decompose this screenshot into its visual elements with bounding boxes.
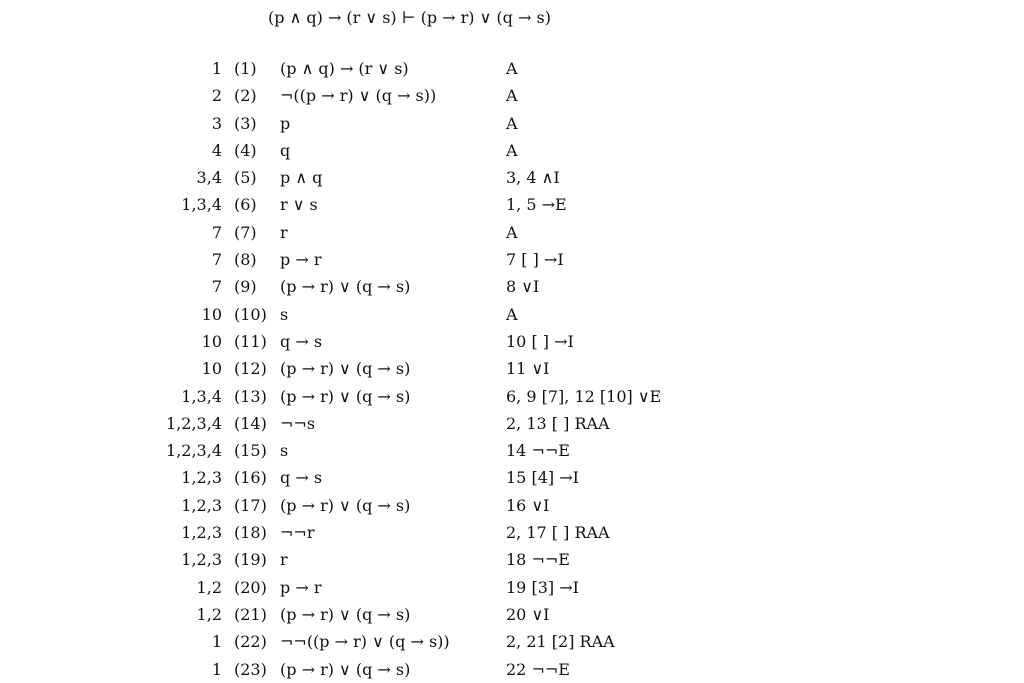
proof-line-formula: ¬((p → r) ∨ (q → s))	[280, 86, 437, 106]
proof-line-dependencies: 1,2	[196, 577, 222, 597]
proof-line-number: (7)	[234, 222, 257, 242]
proof-line-justification: 18 ¬¬E	[506, 550, 570, 570]
proof-line-justification: 10 [ ] →I	[506, 331, 574, 351]
proof-line-dependencies: 7	[211, 250, 222, 270]
proof-line-number: (17)	[234, 495, 267, 515]
proof-line-number: (11)	[234, 331, 267, 351]
proof-line-number: (20)	[234, 577, 267, 597]
proof-line-justification: 22 ¬¬E	[506, 659, 570, 679]
proof-line-dependencies: 10	[201, 331, 222, 351]
proof-line	[0, 383, 1024, 410]
proof-line-formula: (p → r) ∨ (q → s)	[280, 359, 411, 379]
proof-line-dependencies: 1	[211, 659, 222, 679]
proof-line-formula: q	[280, 140, 291, 160]
proof-line-justification: A	[506, 304, 518, 324]
proof-table	[0, 55, 1024, 683]
proof-line-justification: 7 [ ] →I	[506, 250, 564, 270]
proof-line	[0, 82, 1024, 109]
proof-line-justification: 2, 17 [ ] RAA	[506, 523, 610, 543]
proof-line-dependencies: 3,4	[196, 168, 222, 188]
proof-line-number: (16)	[234, 468, 267, 488]
sequent-heading: (p ∧ q) → (r ∨ s) ⊢ (p → r) ∨ (q → s)	[268, 8, 551, 27]
proof-line	[0, 301, 1024, 328]
proof-line-number: (1)	[234, 59, 257, 78]
proof-line	[0, 55, 1024, 82]
proof-line-dependencies: 2	[211, 86, 222, 106]
proof-line-formula: q → s	[280, 468, 323, 488]
proof-line-justification: A	[506, 140, 518, 160]
proof-line-number: (23)	[234, 659, 267, 679]
proof-line-number: (9)	[234, 277, 257, 297]
proof-line-number: (10)	[234, 304, 267, 324]
proof-line-justification: A	[506, 113, 518, 133]
proof-line-justification: 14 ¬¬E	[506, 441, 570, 461]
proof-line-dependencies: 10	[201, 359, 222, 379]
proof-line-formula: r ∨ s	[280, 195, 318, 215]
proof-line-formula: (p → r) ∨ (q → s)	[280, 386, 411, 406]
proof-line	[0, 601, 1024, 628]
proof-line-dependencies: 1,2,3	[181, 550, 222, 570]
proof-line	[0, 656, 1024, 683]
proof-line-number: (22)	[234, 632, 267, 652]
proof-line-number: (4)	[234, 140, 257, 160]
proof-line	[0, 492, 1024, 519]
proof-line-formula: (p → r) ∨ (q → s)	[280, 277, 411, 297]
proof-line-dependencies: 1,3,4	[181, 195, 222, 215]
proof-line-justification: 20 ∨I	[506, 604, 550, 624]
proof-line-dependencies: 7	[211, 277, 222, 297]
proof-line	[0, 464, 1024, 491]
proof-line-dependencies: 1,2,3,4	[166, 413, 222, 433]
proof-line-justification: A	[506, 59, 518, 78]
proof-line-justification: 6, 9 [7], 12 [10] ∨E	[506, 386, 662, 406]
proof-line-formula: p → r	[280, 250, 322, 270]
proof-line-dependencies: 1,2	[196, 604, 222, 624]
proof-line-number: (19)	[234, 550, 267, 570]
proof-line-formula: r	[280, 550, 288, 570]
proof-line-formula: ¬¬s	[280, 413, 316, 433]
proof-line-justification: 2, 21 [2] RAA	[506, 632, 615, 652]
proof-line-justification: 16 ∨I	[506, 495, 550, 515]
proof-line-number: (13)	[234, 386, 267, 406]
proof-line-formula: (p → r) ∨ (q → s)	[280, 604, 411, 624]
proof-line	[0, 191, 1024, 218]
proof-line-dependencies: 7	[211, 222, 222, 242]
proof-line	[0, 164, 1024, 191]
proof-line-justification: 3, 4 ∧I	[506, 168, 560, 188]
proof-line-justification: 15 [4] →I	[506, 468, 579, 488]
proof-line-dependencies: 1,2,3	[181, 495, 222, 515]
proof-line-dependencies: 1	[211, 632, 222, 652]
proof-line-formula: p ∧ q	[280, 168, 323, 188]
proof-line	[0, 219, 1024, 246]
proof-line-formula: s	[280, 441, 289, 461]
proof-line	[0, 110, 1024, 137]
proof-line-number: (14)	[234, 413, 267, 433]
proof-line	[0, 410, 1024, 437]
proof-line-dependencies: 1,2,3,4	[166, 441, 222, 461]
proof-line-justification: 1, 5 →E	[506, 195, 567, 215]
proof-line-dependencies: 1,3,4	[181, 386, 222, 406]
proof-line-dependencies: 4	[211, 140, 222, 160]
proof-line-formula: ¬¬r	[280, 523, 315, 543]
proof-line-number: (15)	[234, 441, 267, 461]
proof-line-dependencies: 10	[201, 304, 222, 324]
proof-line-dependencies: 1,2,3	[181, 468, 222, 488]
proof-line-justification: A	[506, 222, 518, 242]
proof-line-number: (5)	[234, 168, 257, 188]
proof-line	[0, 437, 1024, 464]
proof-line-number: (3)	[234, 113, 257, 133]
proof-line	[0, 519, 1024, 546]
proof-line-justification: 19 [3] →I	[506, 577, 579, 597]
proof-line-formula: r	[280, 222, 288, 242]
proof-line-formula: p → r	[280, 577, 322, 597]
proof-line-number: (2)	[234, 86, 257, 106]
proof-line-number: (12)	[234, 359, 267, 379]
proof-line-formula: (p ∧ q) → (r ∨ s)	[280, 59, 409, 78]
proof-line-justification: 11 ∨I	[506, 359, 550, 379]
proof-line-dependencies: 1	[211, 59, 222, 78]
proof-line-formula: (p → r) ∨ (q → s)	[280, 659, 411, 679]
proof-line-justification: A	[506, 86, 518, 106]
proof-line	[0, 246, 1024, 273]
proof-line	[0, 355, 1024, 382]
proof-line-justification: 2, 13 [ ] RAA	[506, 413, 610, 433]
proof-line	[0, 273, 1024, 300]
proof-line-formula: p	[280, 113, 291, 133]
proof-line	[0, 628, 1024, 655]
proof-line-formula: ¬¬((p → r) ∨ (q → s))	[280, 632, 450, 652]
proof-line-formula: s	[280, 304, 289, 324]
proof-line	[0, 546, 1024, 573]
proof-line	[0, 574, 1024, 601]
proof-line-dependencies: 1,2,3	[181, 523, 222, 543]
proof-line-number: (18)	[234, 523, 267, 543]
proof-line-number: (21)	[234, 604, 267, 624]
proof-line-formula: q → s	[280, 331, 323, 351]
proof-line-dependencies: 3	[211, 113, 222, 133]
proof-line-formula: (p → r) ∨ (q → s)	[280, 495, 411, 515]
proof-line	[0, 328, 1024, 355]
proof-line-number: (8)	[234, 250, 257, 270]
proof-line	[0, 137, 1024, 164]
proof-line-number: (6)	[234, 195, 257, 215]
proof-line-justification: 8 ∨I	[506, 277, 540, 297]
